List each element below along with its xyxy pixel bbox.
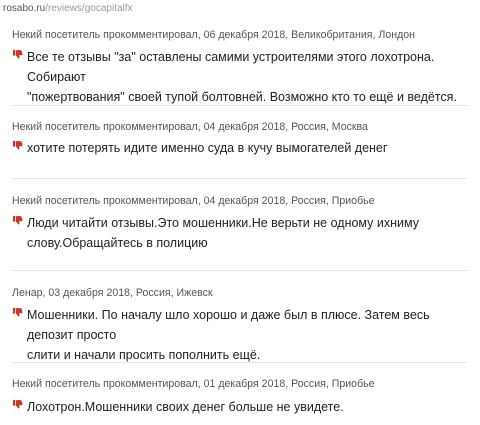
divider [12,178,467,179]
comment-text-line: Мошенники. По началу шло хорошо и даже был в плюсе. Затем весь депозит просто [27,308,430,342]
comment-text-line: Лохотрон.Мошенники своих денег больше не увидете. [27,400,344,414]
divider [12,105,467,106]
comment-meta: Некий посетитель прокомментировал, 01 декабря 2018, Россия, Приобье [12,378,375,390]
comment-text-line: "пожертвования" своей тупой болтовней. Возможно кто то ещё и ведётся. [27,90,457,104]
thumbs-down-icon [12,307,23,318]
url-domain: rosabo.ru [3,3,46,14]
thumbs-down-icon [12,49,23,60]
divider [12,270,467,271]
comment-text [27,305,467,365]
comment-meta: Некий посетитель прокомментировал, 04 декабря 2018, Россия, Приобье [12,195,375,207]
comment-text-line: хотите потерять идите именно суда в кучу вымогателей денег [27,141,388,155]
comment-meta: Ленар, 03 декабря 2018, Россия, Ижевск [12,287,213,299]
comment-meta: Некий посетитель прокомментировал, 04 декабря 2018, Россия, Москва [12,121,368,133]
url-path: /reviews/gocapitalfx [45,3,133,14]
page-url[interactable] [3,3,133,14]
thumbs-down-icon [12,140,23,151]
thumbs-down-icon [12,399,23,410]
comment-text-line: слову.Обращайтесь в полицию [27,236,208,250]
comment-text [27,213,467,253]
comment-text-line: Все те отзывы "за" оставлены самими устроителями этого лохотрона. Собирают [27,50,435,84]
comment-meta: Некий посетитель прокомментировал, 06 декабря 2018, Великобритания, Лондон [12,29,415,41]
thumbs-down-icon [12,215,23,226]
comment-text [27,138,467,158]
comment-text-line: слити и начали просить пополнить ещё. [27,348,261,362]
comment-text-line: Люди читайти отзывы.Это мошенники.Не верьти не одному ихниму [27,216,419,230]
divider [12,362,467,363]
comment-text [27,47,467,107]
comment-text [27,397,467,417]
